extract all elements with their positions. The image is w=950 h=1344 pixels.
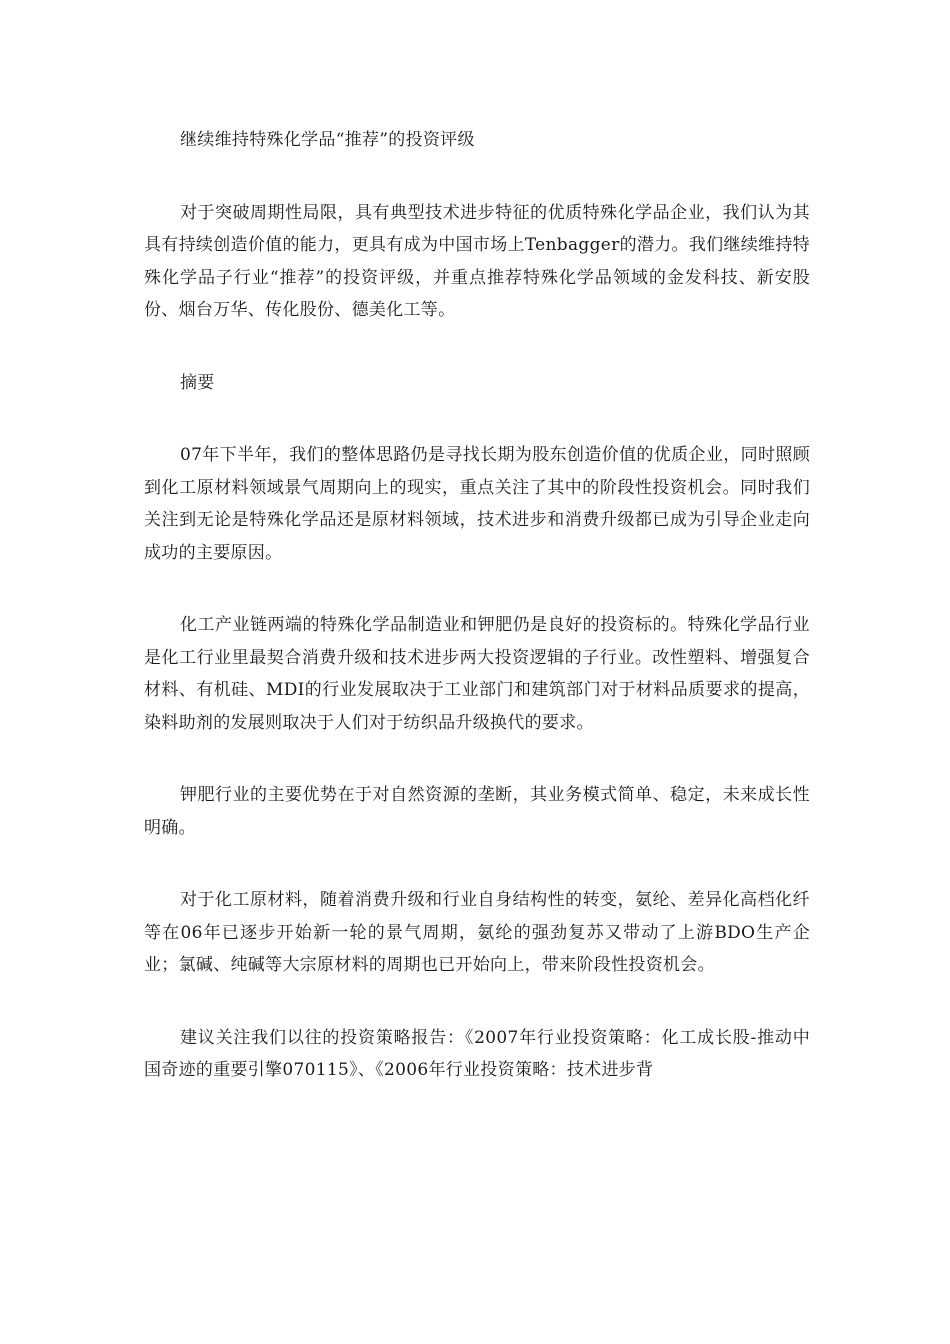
document-body [144, 124, 810, 1087]
paragraph-potash: 钾肥行业的主要优势在于对自然资源的垄断，其业务模式简单、稳定，未来成长性明确。 [144, 785, 810, 838]
section-heading-summary: 摘要 [180, 372, 215, 393]
paragraph-strategy: 07年下半年，我们的整体思路仍是寻找长期为股东创造价值的优质企业，同时照顾到化工原材料领域景气周期向上的现实，重点关注了其中的阶段性投资机会。同时我们关注到无论是特殊化学品还是原材料领域，技术进步和消费升级都已成为引导企业走向成功的主要原因。 [144, 445, 810, 563]
paragraph-specialty-chemicals: 化工产业链两端的特殊化学品制造业和钾肥仍是良好的投资标的。特殊化学品行业是化工行业里最契合消费升级和技术进步两大投资逻辑的子行业。改性塑料、增强复合材料、有机硅、MDI的行业发展取决于工业部门和建筑部门对于材料品质要求的提高，染料助剂的发展则取决于人们对于纺织品升级换代的要求。 [144, 615, 810, 733]
section-heading-rating: 继续维持特殊化学品“推荐”的投资评级 [180, 130, 475, 150]
paragraph-reports: 建议关注我们以往的投资策略报告：《2007年行业投资策略：化工成长股-推动中国奇迹的重要引擎070115》、《2006年行业投资策略：技术进步背 [144, 1027, 810, 1080]
paragraph-raw-materials: 对于化工原材料，随着消费升级和行业自身结构性的转变，氨纶、差异化高档化纤等在06年已逐步开始新一轮的景气周期，氨纶的强劲复苏又带动了上游BDO生产企业；氯碱、纯碱等大宗原材料的周期也已开始向上，带来阶段性投资机会。 [144, 890, 810, 975]
paragraph-rating-detail: 对于突破周期性局限，具有典型技术进步特征的优质特殊化学品企业，我们认为其具有持续创造价值的能力，更具有成为中国市场上Tenbagger的潜力。我们继续维持特殊化学品子行业“推荐”的投资评级，并重点推荐特殊化学品领域的金发科技、新安股份、烟台万华、传化股份、德美化工等。 [144, 202, 810, 320]
